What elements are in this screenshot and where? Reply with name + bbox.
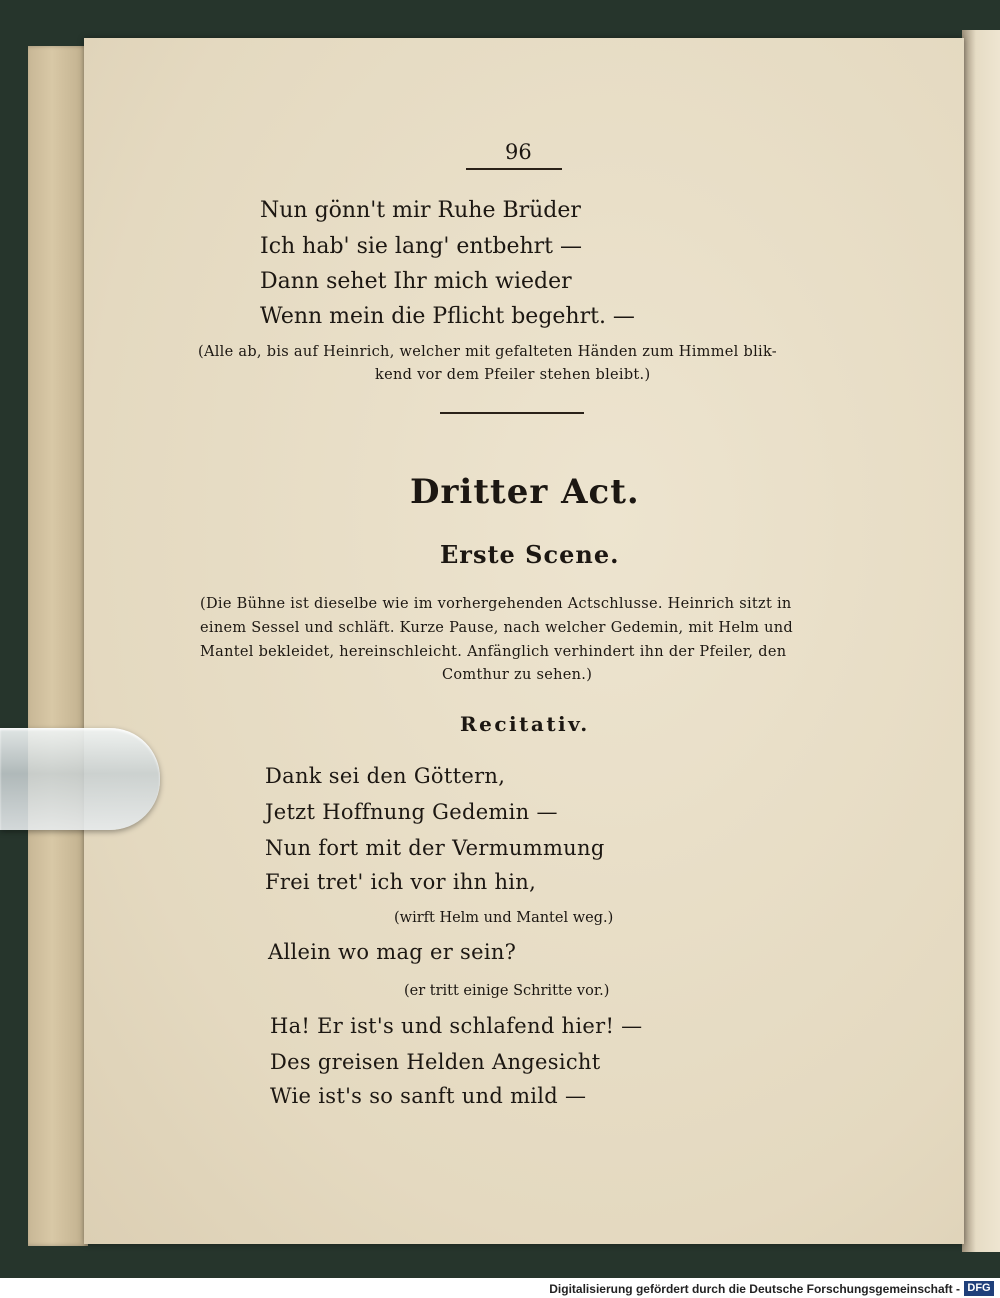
facing-page-edge	[962, 30, 1000, 1252]
verse-line: Allein wo mag er sein?	[268, 940, 517, 964]
stage-direction-line: Mantel bekleidet, hereinschleicht. Anfänglich verhindert ihn der Pfeiler, den	[200, 644, 787, 660]
verse-line: Dank sei den Göttern,	[265, 764, 506, 788]
stage-direction-line: einem Sessel und schläft. Kurze Pause, nach welcher Gedemin, mit Helm und	[200, 620, 793, 636]
stage-direction: (wirft Helm und Mantel weg.)	[394, 910, 614, 926]
verse-line: Dann sehet Ihr mich wieder	[260, 269, 572, 294]
page-number: 96	[505, 140, 532, 164]
stage-direction-line: (Die Bühne ist dieselbe wie im vorhergehenden Actschlusse. Heinrich sitzt in	[200, 596, 792, 612]
dfg-logo: DFG	[964, 1281, 994, 1296]
stage-direction-line: kend vor dem Pfeiler stehen bleibt.)	[375, 367, 651, 383]
section-divider	[440, 412, 584, 414]
stage-direction-line: Comthur zu sehen.)	[442, 667, 593, 683]
page-number-rule	[466, 168, 562, 170]
stage-direction: (er tritt einige Schritte vor.)	[404, 983, 610, 999]
verse-line: Wie ist's so sanft und mild —	[270, 1084, 587, 1108]
verse-line: Des greisen Helden Angesicht	[270, 1050, 601, 1074]
section-title: Recitativ.	[460, 712, 590, 736]
verse-line: Nun gönn't mir Ruhe Brüder	[260, 198, 581, 223]
stage-direction-line: (Alle ab, bis auf Heinrich, welcher mit gefalteten Händen zum Himmel blik-	[198, 344, 777, 360]
act-title: Dritter Act.	[410, 472, 640, 512]
verse-line: Frei tret' ich vor ihn hin,	[265, 870, 537, 894]
verse-line: Jetzt Hoffnung Gedemin —	[265, 800, 558, 824]
funding-notice: Digitalisierung gefördert durch die Deutsche Forschungsgemeinschaft -	[549, 1282, 960, 1296]
verse-line: Ha! Er ist's und schlafend hier! —	[270, 1014, 643, 1038]
book-page-edges	[28, 46, 88, 1246]
scene-title: Erste Scene.	[440, 540, 620, 569]
page-holder-clip	[0, 728, 160, 830]
verse-line: Wenn mein die Pflicht begehrt. —	[260, 304, 635, 329]
verse-line: Ich hab' sie lang' entbehrt —	[260, 234, 583, 259]
verse-line: Nun fort mit der Vermummung	[265, 836, 605, 860]
